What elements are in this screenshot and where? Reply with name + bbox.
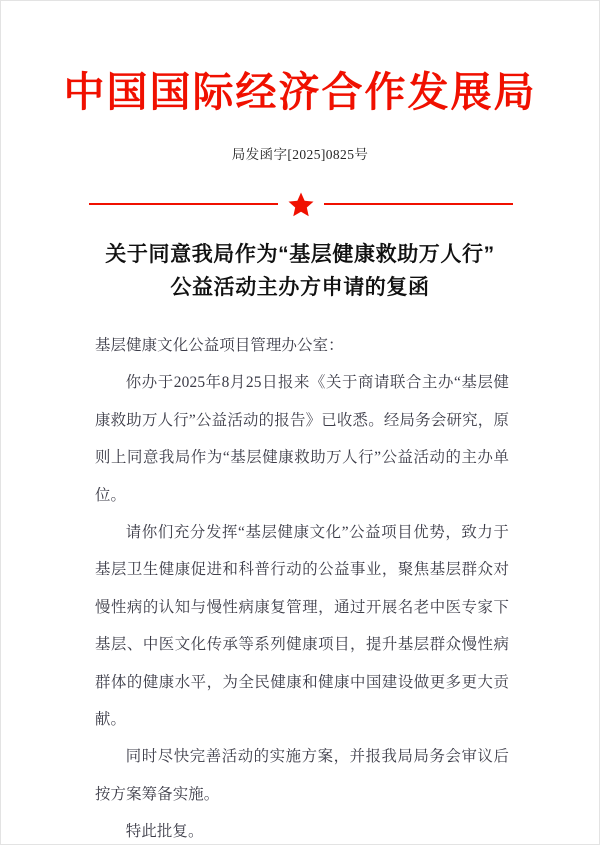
document-content — [1, 1, 599, 844]
masthead — [1, 67, 599, 117]
document-title-line-2: 公益活动主办方申请的复函 — [170, 276, 430, 299]
document-title — [61, 238, 539, 304]
document-number-row — [1, 145, 599, 165]
issuing-authority-title: 中国国际经济合作发展局 — [63, 69, 537, 115]
document-number: 局发函字[2025]0825号 — [231, 147, 369, 162]
red-star-icon — [286, 191, 316, 217]
red-star-divider — [89, 191, 513, 217]
body-paragraph-1: 你办于2025年8月25日报来《关于商请联合主办“基层健康救助万人行”公益活动的报告》已收悉。经局务会研究，原则上同意我局作为“基层健康救助万人行”公益活动的主办单位。 — [95, 374, 509, 504]
body-salutation: 基层健康文化公益项目管理办公室： — [95, 337, 344, 354]
body-paragraph-4: 特此批复。 — [125, 823, 204, 841]
divider-line-right — [324, 203, 513, 205]
document-title-line-1: 关于同意我局作为“基层健康救助万人行” — [105, 243, 495, 266]
body-paragraph-2: 请你们充分发挥“基层健康文化”公益项目优势，致力于基层卫生健康促进和科普行动的公益事业，聚焦基层群众对慢性病的认知与慢性病康复管理，通过开展名老中医专家下基层、中医文化传承等系列健康项目，提升基层群众慢性病群体的健康水平，为全民健康和健康中国建设做更多更大贡献。 — [95, 524, 509, 729]
document-body — [95, 327, 509, 845]
body-paragraph-3: 同时尽快完善活动的实施方案，并报我局局务会审议后按方案筹备实施。 — [95, 748, 509, 803]
divider-line-left — [89, 203, 278, 205]
